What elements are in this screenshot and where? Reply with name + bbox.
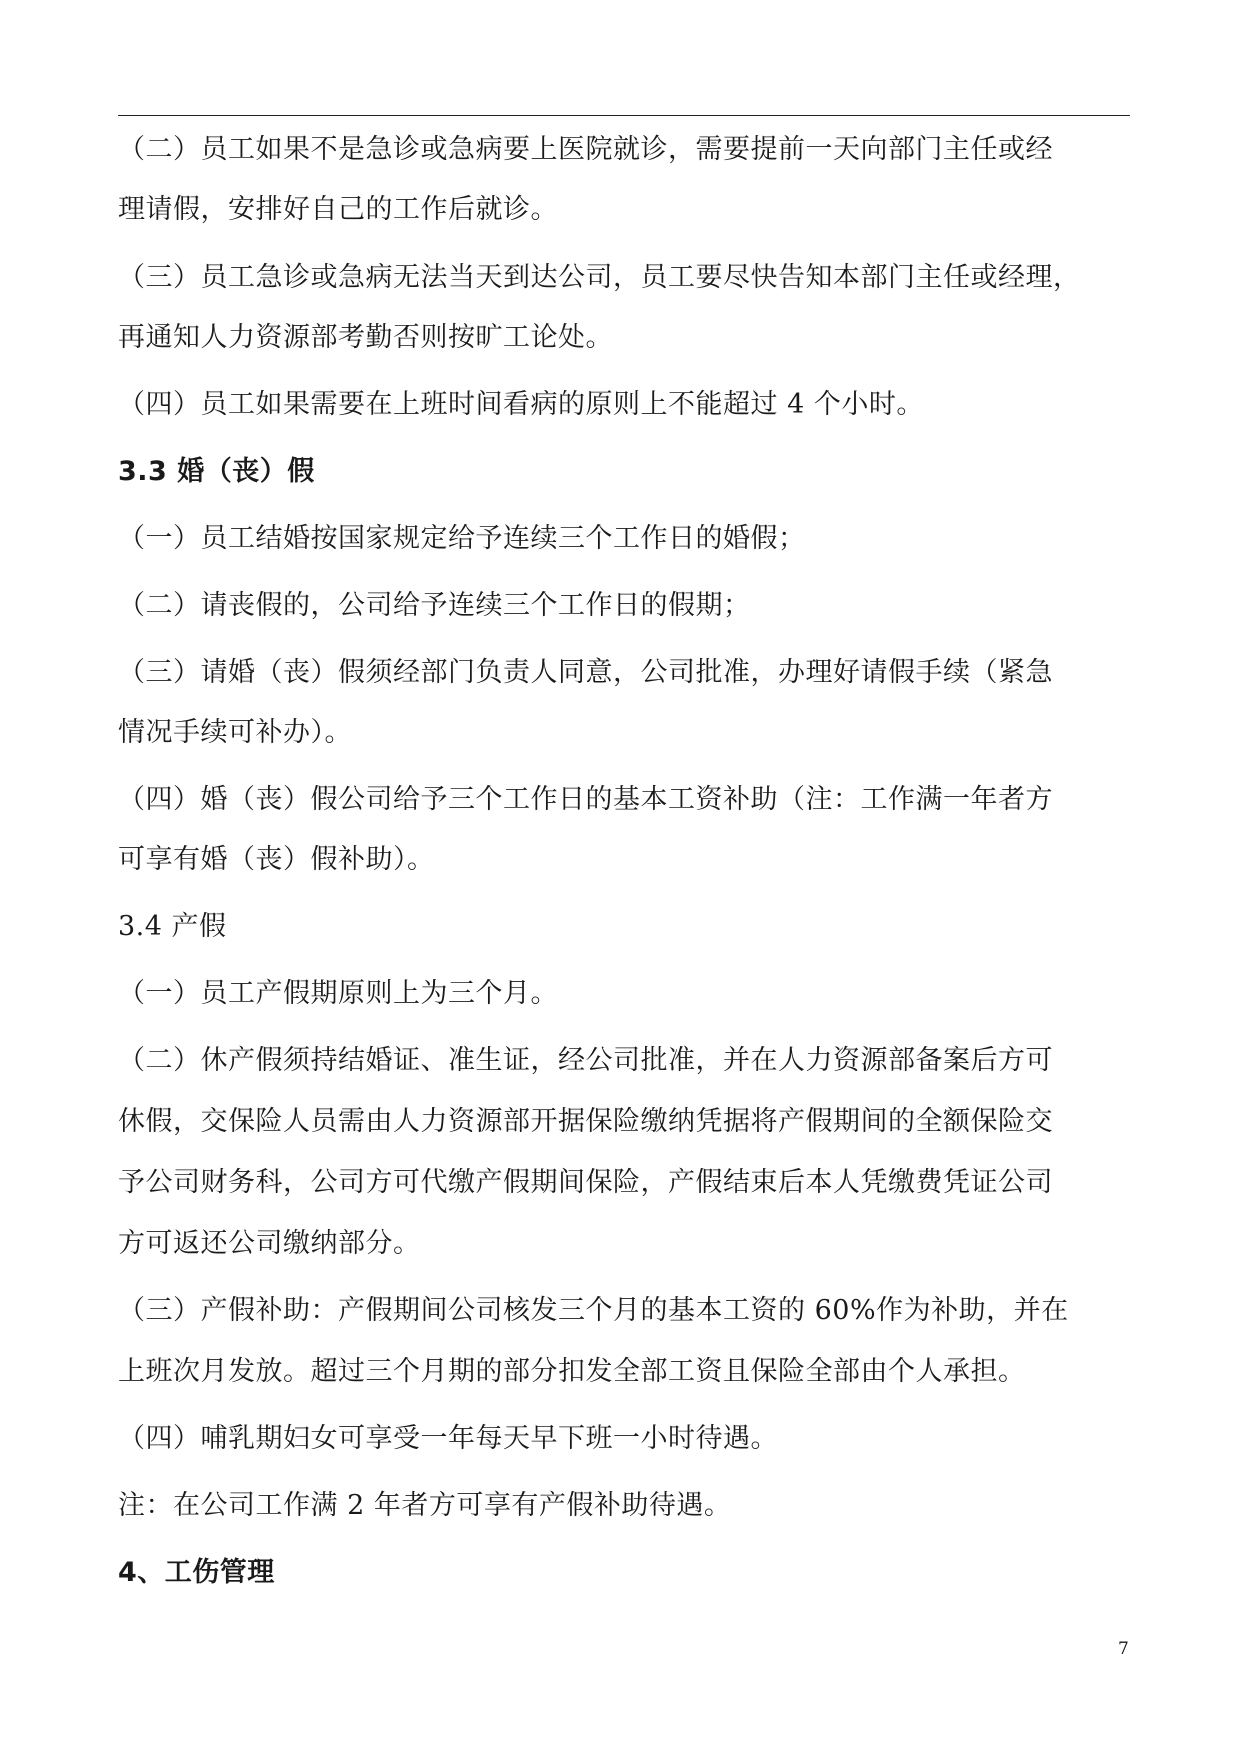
paragraph-line: 理请假，安排好自己的工作后就诊。: [118, 194, 558, 225]
paragraph-line: （三）请婚（丧）假须经部门负责人同意，公司批准，办理好请假手续（紧急: [118, 657, 1053, 688]
paragraph-line: （四）员工如果需要在上班时间看病的原则上不能超过 4 个小时。: [118, 389, 924, 420]
paragraph-line: 可享有婚（丧）假补助）。: [118, 844, 435, 875]
paragraph-line: 予公司财务科，公司方可代缴产假期间保险，产假结束后本人凭缴费凭证公司: [118, 1167, 1053, 1198]
paragraph-line: （三）产假补助：产假期间公司核发三个月的基本工资的 60%作为补助，并在: [118, 1295, 1069, 1326]
paragraph-line: （二）休产假须持结婚证、准生证，经公司批准，并在人力资源部备案后方可: [118, 1045, 1053, 1076]
paragraph-line: （二）请丧假的，公司给予连续三个工作日的假期；: [118, 590, 751, 621]
section-heading-3-3: 3.3 婚（丧）假: [118, 456, 315, 487]
page-number: 7: [1118, 1639, 1129, 1659]
paragraph-line: 再通知人力资源部考勤否则按旷工论处。: [118, 322, 613, 353]
paragraph-line: 休假，交保险人员需由人力资源部开据保险缴纳凭据将产假期间的全额保险交: [118, 1106, 1053, 1137]
paragraph-line: （四）婚（丧）假公司给予三个工作日的基本工资补助（注：工作满一年者方: [118, 784, 1053, 815]
section-heading-3-4: 3.4 产假: [118, 911, 227, 942]
paragraph-line: （三）员工急诊或急病无法当天到达公司，员工要尽快告知本部门主任或经理，: [118, 262, 1081, 293]
paragraph-line: （四）哺乳期妇女可享受一年每天早下班一小时待遇。: [118, 1423, 778, 1454]
paragraph-line: （一）员工产假期原则上为三个月。: [118, 978, 558, 1009]
paragraph-line: （二）员工如果不是急诊或急病要上医院就诊，需要提前一天向部门主任或经: [118, 134, 1053, 165]
paragraph-line: 方可返还公司缴纳部分。: [118, 1228, 421, 1259]
paragraph-line: 上班次月发放。超过三个月期的部分扣发全部工资且保险全部由个人承担。: [118, 1356, 1026, 1387]
paragraph-line: 情况手续可补办）。: [118, 717, 352, 748]
paragraph-line: （一）员工结婚按国家规定给予连续三个工作日的婚假；: [118, 523, 806, 554]
header-rule: [118, 115, 1130, 116]
section-heading-4: 4、工伤管理: [118, 1557, 275, 1588]
note-line: 注：在公司工作满 2 年者方可享有产假补助待遇。: [118, 1490, 732, 1521]
